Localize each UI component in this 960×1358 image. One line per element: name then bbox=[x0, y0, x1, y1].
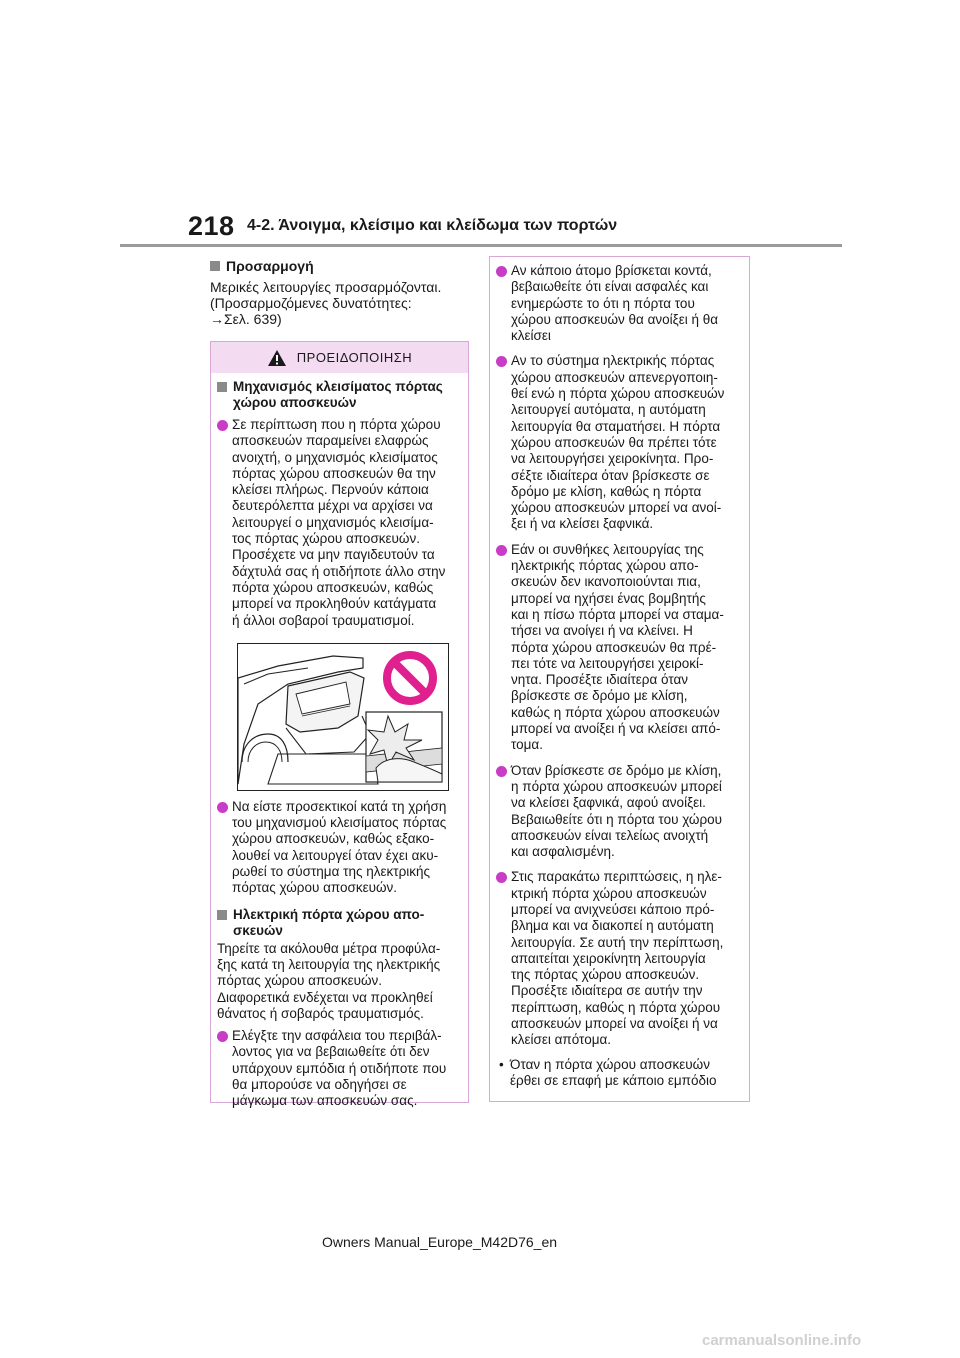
small-bullet-icon: • bbox=[499, 1056, 504, 1072]
list-item bbox=[217, 1028, 460, 1109]
warning-title: ΠΡΟΕΙΔΟΠΟΙΗΣΗ bbox=[296, 350, 413, 365]
bullet-dot-icon bbox=[496, 356, 507, 367]
list-item bbox=[496, 263, 741, 344]
warning-content-right bbox=[490, 257, 749, 1089]
warning-box-right bbox=[489, 256, 750, 1102]
warning-section2-heading-text: Ηλεκτρική πόρτα χώρου απο-σκευών bbox=[233, 906, 425, 938]
tailgate-car-image bbox=[238, 644, 449, 791]
square-bullet-icon bbox=[217, 382, 227, 392]
page-number: 218 bbox=[188, 211, 235, 241]
bullet-dot-icon bbox=[496, 766, 507, 777]
bullet-dot-icon bbox=[496, 266, 507, 277]
bullet-dot-icon bbox=[496, 545, 507, 556]
warning-section2-body: Τηρείτε τα ακόλουθα μέτρα προφύλα- ξης κατά τη λειτουργία της ηλεκτρικής πόρτας χώρου αποσκευών. Διαφορετικά ενδέχεται να προκληθεί θάνατος ή σοβαρός τραυματισμός. bbox=[217, 940, 441, 1021]
section-title: 4-2. Άνοιγμα, κλείσιμο και κλείδωμα των πορτών bbox=[247, 217, 618, 234]
list-item-text: Σε περίπτωση που η πόρτα χώρου αποσκευών παραμείνει ελαφρώς ανοιχτή, ο μηχανισμός κλεισίματος πόρτας χώρου αποσκευών θα την κλείσει πλήρως. Περνούν κάποια δευτερόλεπτα μέχρι να αρχίσει να λειτουργεί ο μηχανισμός κλεισίμα- τος πόρτας χώρου αποσκευών. Προσέχετε να μην παγιδευτούν τα δάχτυλά σας ή οτιδήποτε άλλο στην πόρτα χώρου αποσκευών, καθώς μπορεί να προκληθούν κατάγματα ή άλλοι σοβαροί τραυματισμοί. bbox=[232, 417, 446, 628]
warning-content bbox=[211, 373, 468, 1110]
intro-heading bbox=[210, 258, 470, 275]
square-bullet-icon bbox=[210, 261, 220, 271]
sub-list-item bbox=[496, 1057, 741, 1090]
warning-header bbox=[211, 342, 468, 373]
intro-body-text: Μερικές λειτουργίες προσαρμόζονται. (Προσαρμοζόμενες δυνατότητες: →Σελ. 639) bbox=[210, 279, 442, 327]
bullet-dot-icon bbox=[217, 1031, 228, 1042]
list-item bbox=[217, 799, 460, 897]
intro-section bbox=[210, 258, 470, 327]
header-rule bbox=[120, 244, 842, 247]
bullet-dot-icon bbox=[496, 872, 507, 883]
list-item bbox=[496, 353, 741, 532]
list-item-text: Όταν βρίσκεστε σε δρόμο με κλίση, η πόρτα χώρου αποσκευών μπορεί να κλείσει ξαφνικά, αφού ανοίξει. Βεβαιωθείτε ότι η πόρτα του χώρου αποσκευών είναι τελείως ανοιχτή και ασφαλισμένη. bbox=[511, 762, 723, 860]
list-item bbox=[496, 542, 741, 754]
list-item-text: Στις παρακάτω περιπτώσεις, η ηλε- κτρική πόρτα χώρου αποσκευών μπορεί να ανιχνεύσει κάποιο πρό- βλημα και να διακοπεί η αυτόματη λειτουργία. Σε αυτή την περίπτωση, απαιτείται χειροκίνητη λειτουργία της πόρτας χώρου αποσκευών. Προσέξτε ιδιαίτερα σε αυτήν την περίπτωση, καθώς η πόρτα χώρου αποσκευών μπορεί να ανοίξει ή να κλείσει απότομα. bbox=[511, 869, 724, 1048]
warning-box-left bbox=[210, 341, 469, 1109]
watermark: carmanualsonline.info bbox=[702, 1332, 862, 1349]
bullet-dot-icon bbox=[217, 420, 228, 431]
intro-heading-text: Προσαρμογή bbox=[226, 258, 314, 274]
intro-body bbox=[210, 279, 470, 327]
list-item-text: Εάν οι συνθήκες λειτουργίας της ηλεκτρικής πόρτας χώρου απο- σκευών δεν ικανοποιούνται πια, μπορεί να ηχήσει ένας βομβητής και η πίσω πόρτα μπορεί να σταμα- τήσει να ανοίγει ή να κλείνει. Η πόρτα χώρου αποσκευών θα πρέ- πει τότε να λειτουργήσει χειροκί- νητα. Προσέξτε ιδιαίτερα όταν βρίσκεστε σε δρόμο με κλίση, καθώς η πόρτα χώρου αποσκευών μπορεί να ανοίξει ή να κλείσει από- τομα. bbox=[511, 541, 724, 753]
list-item bbox=[217, 417, 460, 629]
sub-list-item-text: Όταν η πόρτα χώρου αποσκευών έρθει σε επαφή με κάποιο εμπόδιο bbox=[510, 1056, 717, 1088]
list-item-text: Αν το σύστημα ηλεκτρικής πόρτας χώρου αποσκευών απενεργοποιη- θεί ενώ η πόρτα χώρου αποσκευών λειτουργεί αυτόματα, η αυτόματη λειτουργία θα σταματήσει. Η πόρτα χώρου αποσκευών θα πρέπει τότε να λειτουργήσει χειροκίνητα. Προ- σέξτε ιδιαίτερα όταν βρίσκεστε σε δρόμο με κλίση, καθώς η πόρτα χώρου αποσκευών μπορεί να ανοί- ξει ή να κλείσει ξαφνικά. bbox=[511, 353, 725, 532]
warning-section1-heading-text: Μηχανισμός κλεισίματος πόρτας χώρου αποσκευών bbox=[233, 379, 443, 410]
list-item-text: Ελέγξτε την ασφάλεια του περιβάλ- λοντος για να βεβαιωθείτε ότι δεν υπάρχουν εμπόδια ή οτιδήποτε που θα μπορούσε να οδηγήσει σε μάγκωμα των αποσκευών σας. bbox=[232, 1028, 447, 1109]
warning-section2-heading bbox=[217, 907, 460, 939]
footer-text: Owners Manual_Europe_M42D76_en bbox=[322, 1234, 558, 1250]
bullet-dot-icon bbox=[217, 802, 228, 813]
square-bullet-icon bbox=[217, 910, 227, 920]
list-item bbox=[496, 869, 741, 1048]
tailgate-illustration bbox=[237, 643, 449, 791]
warning-triangle-icon bbox=[267, 349, 287, 367]
list-item-text: Αν κάποιο άτομο βρίσκεται κοντά, βεβαιωθείτε ότι είναι ασφαλές και ενημερώστε το ότι η πόρτα του χώρου αποσκευών θα ανοίξει ή θα κλείσει bbox=[511, 263, 719, 344]
warning-section1-heading bbox=[217, 379, 460, 411]
list-item-text: Να είστε προσεκτικοί κατά τη χρήση του μηχανισμού κλεισίματος πόρτας χώρου αποσκευών, καθώς εξακο- λουθεί να λειτουργεί όταν έχει ακυ- ρωθεί το σύστημα της ηλεκτρικής πόρτας χώρου αποσκευών. bbox=[232, 798, 447, 896]
list-item bbox=[496, 763, 741, 861]
